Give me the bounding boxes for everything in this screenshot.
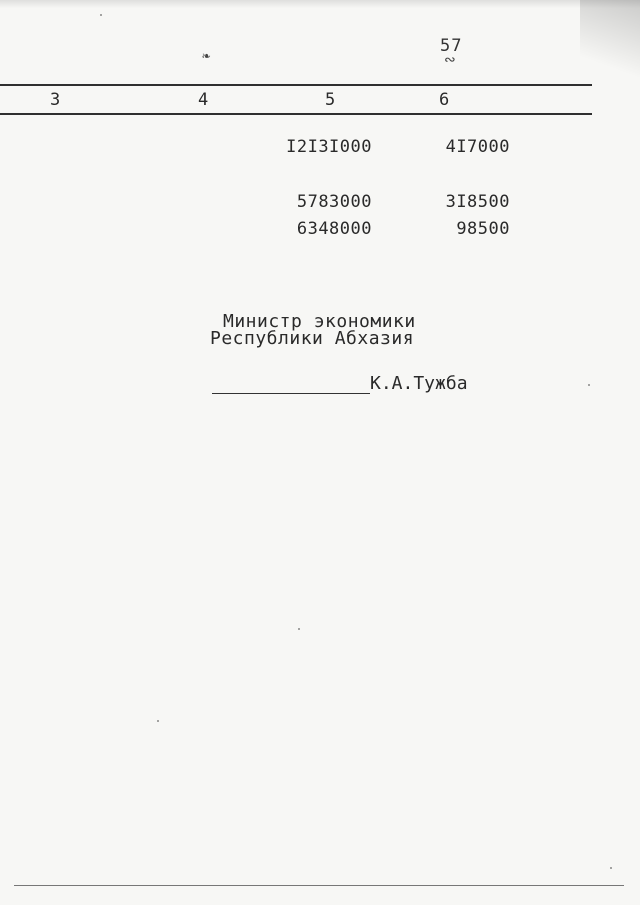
scan-speck bbox=[157, 720, 159, 722]
column-header-3: 3 bbox=[50, 90, 61, 110]
ink-smudge-mark: ∾ bbox=[444, 52, 456, 68]
scan-speck bbox=[588, 384, 590, 386]
table-cell-col6: 3I8500 bbox=[445, 192, 510, 212]
table-cell-col6: 4I7000 bbox=[445, 137, 510, 157]
table-cell-col5: 6348000 bbox=[296, 219, 372, 239]
signature-line bbox=[212, 393, 370, 394]
page-bottom-edge bbox=[14, 885, 624, 886]
signatory-title-line2: Республики Абхазия bbox=[210, 328, 415, 349]
scan-edge-top bbox=[0, 0, 640, 8]
page-number: 57 bbox=[440, 36, 463, 56]
table-top-rule bbox=[0, 84, 592, 86]
scan-edge-shade bbox=[580, 0, 640, 90]
signatory-title-line1: Министр экономики bbox=[223, 311, 416, 332]
ink-smudge-mark: ❧ bbox=[202, 48, 211, 64]
column-header-4: 4 bbox=[198, 90, 209, 110]
scan-speck bbox=[610, 867, 612, 869]
signer-name: К.А.Тужба bbox=[370, 373, 468, 394]
scan-speck bbox=[298, 628, 300, 630]
table-cell-col5: I2I3I000 bbox=[286, 137, 372, 157]
table-cell-col5: 5783000 bbox=[296, 192, 372, 212]
column-header-6: 6 bbox=[439, 90, 450, 110]
table-header-rule bbox=[0, 113, 592, 115]
column-header-5: 5 bbox=[325, 90, 336, 110]
scan-speck bbox=[100, 14, 102, 16]
table-cell-col6: 98500 bbox=[456, 219, 510, 239]
